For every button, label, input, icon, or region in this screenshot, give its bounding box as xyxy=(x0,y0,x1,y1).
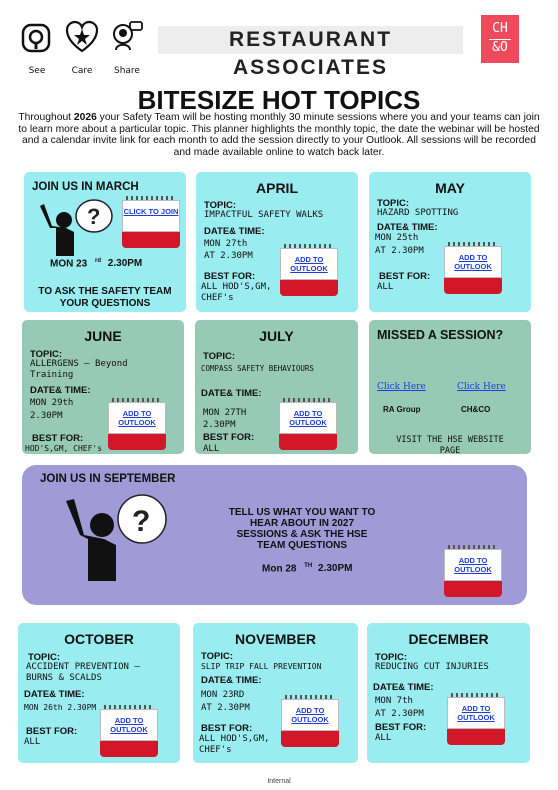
june-time: 2.30PM xyxy=(30,411,63,421)
june-month: JUNE xyxy=(84,328,122,344)
ra-group-link[interactable]: Click Here xyxy=(377,382,426,392)
september-message: TELL US WHAT YOU WANT TO HEAR ABOUT IN 2027 SESSIONS & ASK THE HSE TEAM QUESTIONS xyxy=(228,507,376,551)
october-card xyxy=(18,623,180,763)
november-calendar[interactable] xyxy=(281,695,339,747)
december-card xyxy=(367,623,530,763)
person-question-icon xyxy=(34,198,114,260)
april-add-to-outlook-button[interactable]: ADD TO OUTLOOK xyxy=(280,248,338,280)
care-label: Care xyxy=(71,66,93,76)
july-calendar[interactable] xyxy=(279,398,337,450)
brand-title: RESTAURANT ASSOCIATES xyxy=(158,26,463,54)
november-topic: SLIP TRIP FALL PREVENTION xyxy=(201,662,322,671)
may-best-label: BEST FOR: xyxy=(379,271,431,282)
june-topic: ALLERGENS – Beyond Training xyxy=(30,359,128,380)
july-best: ALL xyxy=(203,444,220,454)
may-time: AT 2.30PM xyxy=(375,246,424,256)
person-question-icon xyxy=(58,489,168,589)
november-best-label: BEST FOR: xyxy=(201,723,253,734)
intro-text xyxy=(14,112,544,158)
svg-text:?: ? xyxy=(132,505,151,538)
december-topic-label: TOPIC: xyxy=(375,652,408,663)
march-card xyxy=(24,172,186,312)
september-date-time: 2.30PM xyxy=(318,563,353,575)
october-best-label: BEST FOR: xyxy=(26,726,78,737)
march-heading: JOIN US IN MARCH xyxy=(32,181,139,193)
see-icon xyxy=(20,22,54,56)
december-calendar[interactable] xyxy=(447,693,505,745)
july-card xyxy=(195,320,358,454)
logo-top: CH xyxy=(492,21,508,36)
may-calendar[interactable] xyxy=(444,242,502,294)
june-calendar[interactable] xyxy=(108,398,166,450)
june-best: HOD'S,GM, CHEF's xyxy=(25,444,103,453)
june-best-label: BEST FOR: xyxy=(32,433,84,444)
october-dt-label: DATE& TIME: xyxy=(24,689,85,700)
may-date: MON 25th xyxy=(375,233,419,243)
logo-bottom: &O xyxy=(492,40,508,55)
april-best-label: BEST FOR: xyxy=(204,271,256,282)
june-date: MON 29th xyxy=(30,398,74,408)
october-calendar[interactable] xyxy=(100,705,158,757)
april-topic: IMPACTFUL SAFETY WALKS xyxy=(204,210,324,220)
july-best-label: BEST FOR: xyxy=(203,432,255,443)
march-date-time: 2.30PM xyxy=(107,258,143,270)
may-month: MAY xyxy=(435,180,465,196)
december-dt-label: DATE& TIME: xyxy=(373,682,434,693)
november-time: AT 2.30PM xyxy=(201,703,250,713)
october-add-to-outlook-button[interactable]: ADD TO OUTLOOK xyxy=(100,709,158,741)
may-add-to-outlook-button[interactable]: ADD TO OUTLOOK xyxy=(444,246,502,278)
march-date xyxy=(50,258,142,269)
may-best: ALL xyxy=(377,282,394,292)
missed-note: VISIT THE HSE WEBSITE PAGE xyxy=(396,435,504,456)
june-add-to-outlook-button[interactable]: ADD TO OUTLOOK xyxy=(108,402,166,434)
september-date-day: Mon 28 xyxy=(262,563,297,575)
december-date: MON 7th xyxy=(375,696,413,706)
december-month: DECEMBER xyxy=(408,631,489,647)
november-month: NOVEMBER xyxy=(235,631,316,647)
september-card xyxy=(22,465,527,605)
march-ask: TO ASK THE SAFETY TEAM YOUR QUESTIONS xyxy=(38,286,172,309)
may-topic: HAZARD SPOTTING xyxy=(377,208,459,218)
december-time: AT 2.30PM xyxy=(375,709,424,719)
july-time: 2.30PM xyxy=(203,420,236,430)
september-date xyxy=(262,563,352,574)
july-dt-label: DATE& TIME: xyxy=(201,388,262,399)
december-best: ALL xyxy=(375,733,392,743)
may-dt-label: DATE& TIME: xyxy=(377,222,438,233)
november-card xyxy=(193,623,358,763)
svg-text:?: ? xyxy=(87,204,101,229)
june-card xyxy=(22,320,184,454)
october-topic: ACCIDENT PREVENTION – BURNS & SCALDS xyxy=(26,662,140,683)
april-dt-label: DATE& TIME: xyxy=(204,226,265,237)
october-best: ALL xyxy=(24,737,41,747)
september-calendar[interactable] xyxy=(444,545,502,597)
footer-classification: Internal xyxy=(267,778,291,785)
april-date: MON 27th xyxy=(204,239,248,249)
march-date-day: MON 23 xyxy=(50,258,88,270)
april-best: ALL HOD'S,GM, CHEF's xyxy=(201,282,272,303)
september-add-to-outlook-button[interactable]: ADD TO OUTLOOK xyxy=(444,549,502,581)
september-heading: JOIN US IN SEPTEMBER xyxy=(40,473,176,485)
intro-before: Throughout xyxy=(18,112,74,123)
november-best: ALL HOD'S,GM, CHEF's xyxy=(199,734,270,755)
november-add-to-outlook-button[interactable]: ADD TO OUTLOOK xyxy=(281,699,339,731)
chco-link[interactable]: Click Here xyxy=(457,382,506,392)
see-label: See xyxy=(28,66,46,76)
november-dt-label: DATE& TIME: xyxy=(201,675,262,686)
chco-logo xyxy=(481,15,519,63)
april-month: APRIL xyxy=(256,180,298,196)
may-card xyxy=(369,172,531,312)
share-label: Share xyxy=(114,66,140,76)
october-date: MON 26th 2.30PM xyxy=(24,703,97,712)
may-topic-label: TOPIC: xyxy=(377,198,410,209)
december-add-to-outlook-button[interactable]: ADD TO OUTLOOK xyxy=(447,697,505,729)
chco-label: CH&CO xyxy=(461,405,491,414)
june-dt-label: DATE& TIME: xyxy=(30,385,91,396)
april-time: AT 2.30PM xyxy=(204,251,253,261)
september-date-sup: TH xyxy=(304,563,313,569)
november-date: MON 23RD xyxy=(201,690,245,700)
october-month: OCTOBER xyxy=(64,631,134,647)
april-topic-label: TOPIC: xyxy=(204,200,237,211)
page-title: BITESIZE HOT TOPICS xyxy=(137,85,421,115)
share-icon xyxy=(110,20,144,54)
june-topic-label: TOPIC: xyxy=(30,349,63,360)
july-topic: COMPASS SAFETY BEHAVIOURS xyxy=(201,364,314,373)
november-topic-label: TOPIC: xyxy=(201,651,234,662)
missed-session-card xyxy=(369,320,531,454)
july-add-to-outlook-button[interactable]: ADD TO OUTLOOK xyxy=(279,402,337,434)
march-date-sup: rd xyxy=(95,258,102,264)
intro-year: 2026 xyxy=(73,112,97,123)
july-month: JULY xyxy=(259,328,294,344)
ra-group-label: RA Group xyxy=(383,405,421,414)
march-join-calendar[interactable] xyxy=(122,196,180,248)
intro-after: your Safety Team will be hosting monthly 30 minute sessions where you and your teams can join to learn more about a particular topic. This planner highlights the monthly topic, the date the webinar will be hosted and a calendar invite link for each month to add the session directly to your Outlook. All sessions will be recorded and made available online to watch back later. xyxy=(18,112,540,158)
april-calendar[interactable] xyxy=(280,244,338,296)
april-card xyxy=(196,172,358,312)
july-topic-label: TOPIC: xyxy=(203,351,236,362)
care-icon xyxy=(65,20,99,54)
december-topic: REDUCING CUT INJURIES xyxy=(375,662,489,672)
july-date: MON 27TH xyxy=(203,408,247,418)
december-best-label: BEST FOR: xyxy=(375,722,427,733)
missed-heading: MISSED A SESSION? xyxy=(377,328,504,342)
click-to-join-button[interactable]: CLICK TO JOIN xyxy=(122,200,180,232)
october-topic-label: TOPIC: xyxy=(28,652,61,663)
